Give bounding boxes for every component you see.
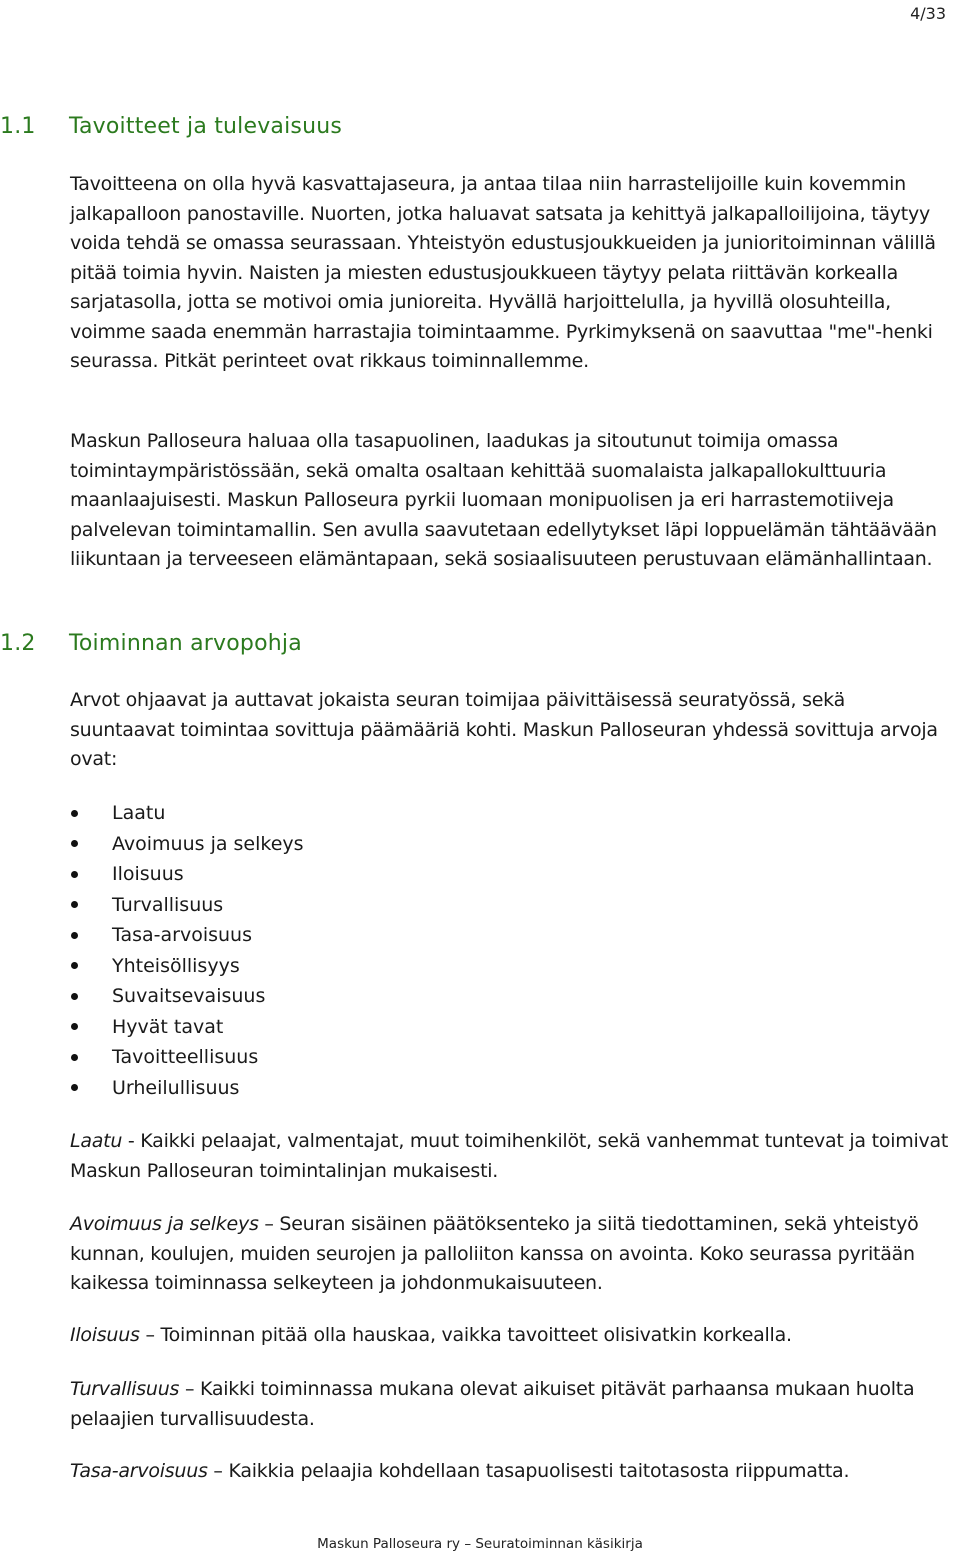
list-item: Tavoitteellisuus — [70, 1042, 304, 1073]
paragraph-values-intro: Arvot ohjaavat ja auttavat jokaista seuran toimijaa päivittäisessä seuratyössä, sekä suuntaavat toimintaa sovittuja päämääriä kohti. Maskun Palloseuran yhdessä sovittuja arvoja ovat: — [70, 689, 938, 770]
list-item: Yhteisöllisyys — [70, 951, 304, 982]
bullet-icon — [71, 840, 78, 847]
bullet-icon — [71, 962, 78, 969]
definition-laatu — [70, 1127, 955, 1186]
bullet-icon — [71, 901, 78, 908]
definition-avoimuus — [70, 1210, 955, 1299]
list-item: Suvaitsevaisuus — [70, 981, 304, 1012]
section-heading-1-2 — [0, 631, 302, 656]
definition-text: – Seuran sisäinen päätöksenteko ja siitä tiedottaminen, sekä yhteistyö kunnan, koulujen, muiden seurojen ja palloliiton kanssa on avointa. Koko seurassa pyritään kaikessa toiminnassa selkeyteen ja johdonmukaisuuteen. — [70, 1213, 919, 1294]
list-item: Hyvät tavat — [70, 1012, 304, 1043]
values-list — [70, 798, 304, 1103]
bullet-icon — [71, 1084, 78, 1091]
bullet-icon — [71, 932, 78, 939]
definition-text: - Kaikki pelaajat, valmentajat, muut toimihenkilöt, sekä vanhemmat tuntevat ja toimivat Maskun Palloseuran toimintalinjan mukaisesti. — [70, 1130, 949, 1182]
definition-term: Avoimuus ja selkeys — [70, 1213, 259, 1235]
list-item: Tasa-arvoisuus — [70, 920, 304, 951]
definition-text: – Toiminnan pitää olla hauskaa, vaikka tavoitteet olisivatkin korkealla. — [139, 1324, 792, 1346]
definition-term: Turvallisuus — [70, 1378, 180, 1400]
page-number: 4/33 — [910, 4, 946, 23]
definition-text: – Kaikki toiminnassa mukana olevat aikuiset pitävät parhaansa mukaan huolta pelaajien turvallisuudesta. — [70, 1378, 915, 1430]
definition-tasa-arvoisuus — [70, 1457, 955, 1487]
definition-term: Tasa-arvoisuus — [70, 1460, 208, 1482]
definition-turvallisuus — [70, 1375, 955, 1434]
bullet-icon — [71, 993, 78, 1000]
paragraph-mission: Maskun Palloseura haluaa olla tasapuolinen, laadukas ja sitoutunut toimija omassa toimintaympäristössään, sekä omalta osaltaan kehittää suomalaista jalkapallokulttuuria maanlaajuisesti. Maskun Palloseura pyrkii luomaan monipuolisen ja eri harrastemotiiveja palvelevan toimintamallin. Sen avulla saavutetaan edellytykset läpi loppuelämän tähtäävään liikuntaan ja terveeseen elämäntapaan, sekä sosiaalisuuteen perustuvaan elämänhallintaan. — [70, 430, 937, 570]
definition-term: Iloisuus — [70, 1324, 140, 1346]
bullet-icon — [71, 1054, 78, 1061]
bullet-icon — [71, 871, 78, 878]
list-item: Iloisuus — [70, 859, 304, 890]
paragraph-goals: Tavoitteena on olla hyvä kasvattajaseura, ja antaa tilaa niin harrastelijoille kuin kovemmin jalkapalloon panostaville. Nuorten, jotka haluavat satsata ja kehittyä jalkapalloilijoina, täytyy voida tehdä se omassa seurassaan. Yhteistyön edustusjoukkueiden ja junioritoiminnan välillä pitää toimia hyvin. Naisten ja miesten edustusjoukkueen täytyy pelata riittävän korkealla sarjatasolla, jotta se motivoi omia junioreita. Hyvällä harjoittelulla, ja hyvillä olosuhteilla, voimme saada enemmän harrastajia toimintaamme. Pyrkimyksenä on saavuttaa "me"-henki seurassa. Pitkät perinteet ovat rikkaus toiminnallemme. — [70, 173, 936, 372]
page-footer: Maskun Palloseura ry – Seuratoiminnan käsikirja — [317, 1536, 643, 1552]
definition-iloisuus — [70, 1321, 955, 1351]
list-item: Turvallisuus — [70, 890, 304, 921]
section-number: 1.2 — [0, 631, 36, 656]
bullet-icon — [71, 810, 78, 817]
list-item: Laatu — [70, 798, 304, 829]
section-title: Toiminnan arvopohja — [69, 631, 302, 656]
definition-text: – Kaikkia pelaajia kohdellaan tasapuolisesti taitotasosta riippumatta. — [207, 1460, 850, 1482]
section-number: 1.1 — [0, 114, 36, 139]
definition-term: Laatu — [70, 1130, 123, 1152]
bullet-icon — [71, 1023, 78, 1030]
section-heading-1-1 — [0, 114, 342, 139]
section-title: Tavoitteet ja tulevaisuus — [69, 114, 343, 139]
list-item: Urheilullisuus — [70, 1073, 304, 1104]
list-item: Avoimuus ja selkeys — [70, 829, 304, 860]
